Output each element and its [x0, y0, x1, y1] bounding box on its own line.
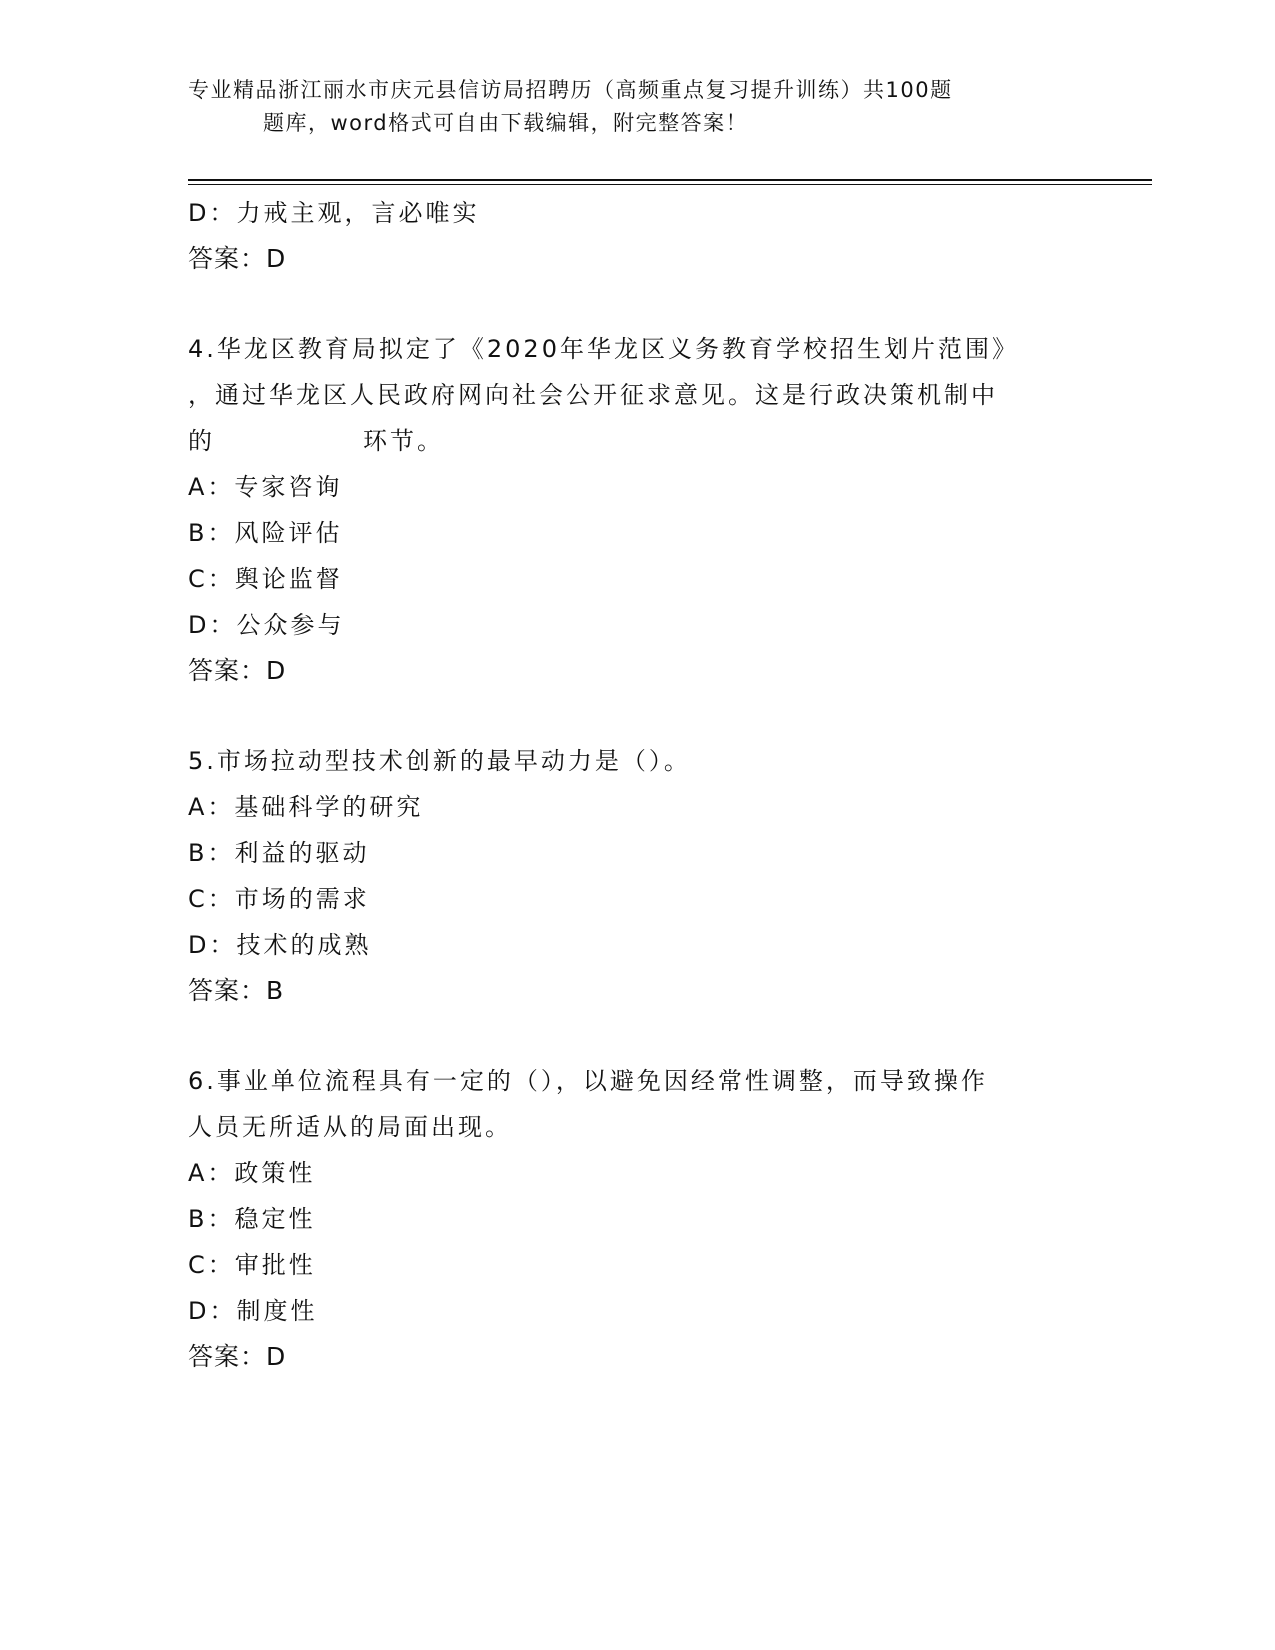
- option-b: B：利益的驱动: [188, 839, 370, 867]
- question-stem-line: 5.市场拉动型技术创新的最早动力是（）。: [188, 747, 691, 775]
- question-stem-line: 人员无所适从的局面出现。: [188, 1113, 512, 1141]
- option-d: D：力戒主观，言必唯实: [188, 199, 480, 227]
- question-stem-line: 4.华龙区教育局拟定了《2020年华龙区义务教育学校招生划片范围》: [188, 335, 1019, 363]
- header-divider-thin: [188, 184, 1152, 185]
- stem-text-end: 环节。: [363, 427, 444, 455]
- question-list: [188, 190, 1068, 1380]
- option-c: C：舆论监督: [188, 565, 343, 593]
- header-title-line2: 题库，word格式可自由下载编辑，附完整答案！: [263, 111, 749, 135]
- option-a: A：基础科学的研究: [188, 793, 424, 821]
- option-d: D：公众参与: [188, 611, 345, 639]
- answer: 答案：D: [188, 656, 287, 685]
- option-d: D：技术的成熟: [188, 931, 372, 959]
- question-stem-line: [188, 418, 1068, 464]
- option-c: C：审批性: [188, 1251, 316, 1279]
- option-b: B：风险评估: [188, 519, 343, 547]
- question-4: [188, 326, 1068, 694]
- header-title-line1: 专业精品浙江丽水市庆元县信访局招聘历（高频重点复习提升训练）共100题: [188, 78, 953, 102]
- header-divider-thick: [188, 179, 1152, 181]
- question-5: [188, 738, 1068, 1014]
- option-a: A：专家咨询: [188, 473, 343, 501]
- answer: 答案：D: [188, 244, 287, 273]
- option-d: D：制度性: [188, 1297, 318, 1325]
- question-6: [188, 1058, 1068, 1380]
- answer: 答案：B: [188, 976, 285, 1005]
- page-header: [188, 74, 1088, 140]
- option-a: A：政策性: [188, 1159, 316, 1187]
- stem-text-start: 的: [188, 427, 215, 455]
- answer: 答案：D: [188, 1342, 287, 1371]
- option-c: C：市场的需求: [188, 885, 370, 913]
- option-b: B：稳定性: [188, 1205, 316, 1233]
- question-stem-line: 6.事业单位流程具有一定的（），以避免因经常性调整，而导致操作: [188, 1067, 988, 1095]
- question-stem-line: ，通过华龙区人民政府网向社会公开征求意见。这是行政决策机制中: [188, 381, 998, 409]
